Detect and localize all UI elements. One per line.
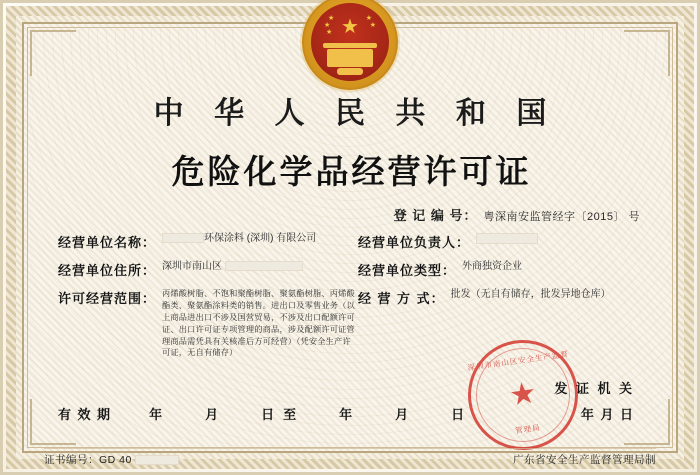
seal-top-text: 深圳市南山区安全生产监督 — [467, 349, 570, 373]
page-title-certificate: 危险化学品经营许可证 — [171, 152, 532, 191]
field-unit-type-label: 经营单位类型： — [358, 264, 457, 279]
field-scope — [58, 288, 358, 359]
field-unit-type-value: 外商独资企业 — [462, 261, 523, 272]
validity-row — [58, 404, 642, 423]
field-unit-name-value: 环保涂料 (深圳) 有限公司 — [162, 232, 316, 246]
field-address — [58, 260, 358, 279]
field-row-name — [58, 232, 642, 251]
field-responsible-person — [358, 232, 642, 251]
validity-end-month-blank — [357, 408, 391, 419]
validity-end-month-unit: 月 — [395, 408, 410, 423]
page-title-country: 中 华 人 民 共 和 国 — [153, 96, 557, 131]
issue-date-day-unit: 日 — [619, 408, 634, 423]
validity-day-blank — [223, 408, 257, 419]
validity-end-day-blank — [413, 408, 447, 419]
field-unit-name-label: 经营单位名称： — [58, 236, 157, 251]
corner-ornament-top-right — [624, 30, 670, 76]
validity-year-blank — [111, 408, 145, 419]
field-scope-label: 许可经营范围： — [58, 292, 157, 307]
registration-number — [394, 205, 640, 224]
validity-year-unit: 年 — [149, 408, 164, 423]
field-business-mode-label: 经 营 方 式： — [358, 292, 445, 307]
validity-label: 有 效 期 — [58, 408, 112, 423]
issue-date-year-unit: 年 — [580, 408, 595, 423]
issue-date-row — [581, 404, 634, 423]
field-unit-name — [58, 232, 358, 251]
validity-end-year-blank — [301, 408, 335, 419]
validity-month-unit: 月 — [205, 408, 220, 423]
certificate-number: 证书编号：GD 40 — [44, 452, 179, 467]
footer — [0, 447, 700, 467]
validity-end-year-unit: 年 — [339, 408, 354, 423]
validity-to: 至 — [283, 408, 298, 423]
field-scope-value: 丙烯酸树脂、不饱和聚酯树脂、聚氨酯树脂、丙烯酸酯类、聚氨酯涂料类的销售。进出口及零售业务（以上商品进出口不涉及国营贸易，不涉及出口配额许可证、出口许可证专项管理的商品，涉及配额许可证管理商品需凭具有关核准后方可经营）（凭安全生产许可证，无自有储存） — [162, 289, 355, 358]
field-row-address — [58, 260, 642, 279]
registration-number-value: 粤深南安监管经字〔2015〕 号 — [483, 211, 640, 223]
validity-day-unit: 日 — [261, 408, 276, 423]
issuing-authority-label: 发 证 机 关 — [554, 382, 634, 397]
issuer-footer-text: 广东省安全生产监督管理局制 — [513, 454, 656, 466]
field-unit-type — [358, 260, 642, 279]
field-address-label: 经营单位住所： — [58, 264, 157, 279]
field-address-value: 深圳市南山区 — [162, 260, 303, 274]
issue-date-month-unit: 月 — [600, 408, 615, 423]
registration-number-label: 登 记 编 号： — [393, 208, 478, 223]
seal-star-icon: ★ — [507, 376, 539, 413]
title-block — [0, 88, 700, 193]
redaction-block — [162, 233, 204, 243]
field-business-mode-value: 批发（无自有储存，批发异地仓库） — [450, 289, 611, 300]
redaction-block — [135, 455, 179, 465]
corner-ornament-top-left — [30, 30, 76, 76]
field-responsible-person-value — [476, 232, 538, 246]
redaction-block — [225, 261, 303, 271]
field-row-scope — [58, 288, 642, 359]
national-emblem-icon: ★ ★ ★ ★ ★ ★ — [302, 0, 398, 90]
seal-bottom-text: 管理局 — [514, 422, 542, 436]
redaction-block — [476, 233, 538, 244]
validity-month-blank — [167, 408, 201, 419]
field-grid — [58, 232, 642, 368]
field-responsible-person-label: 经营单位负责人： — [358, 236, 471, 251]
validity-end-day-unit: 日 — [451, 408, 466, 423]
